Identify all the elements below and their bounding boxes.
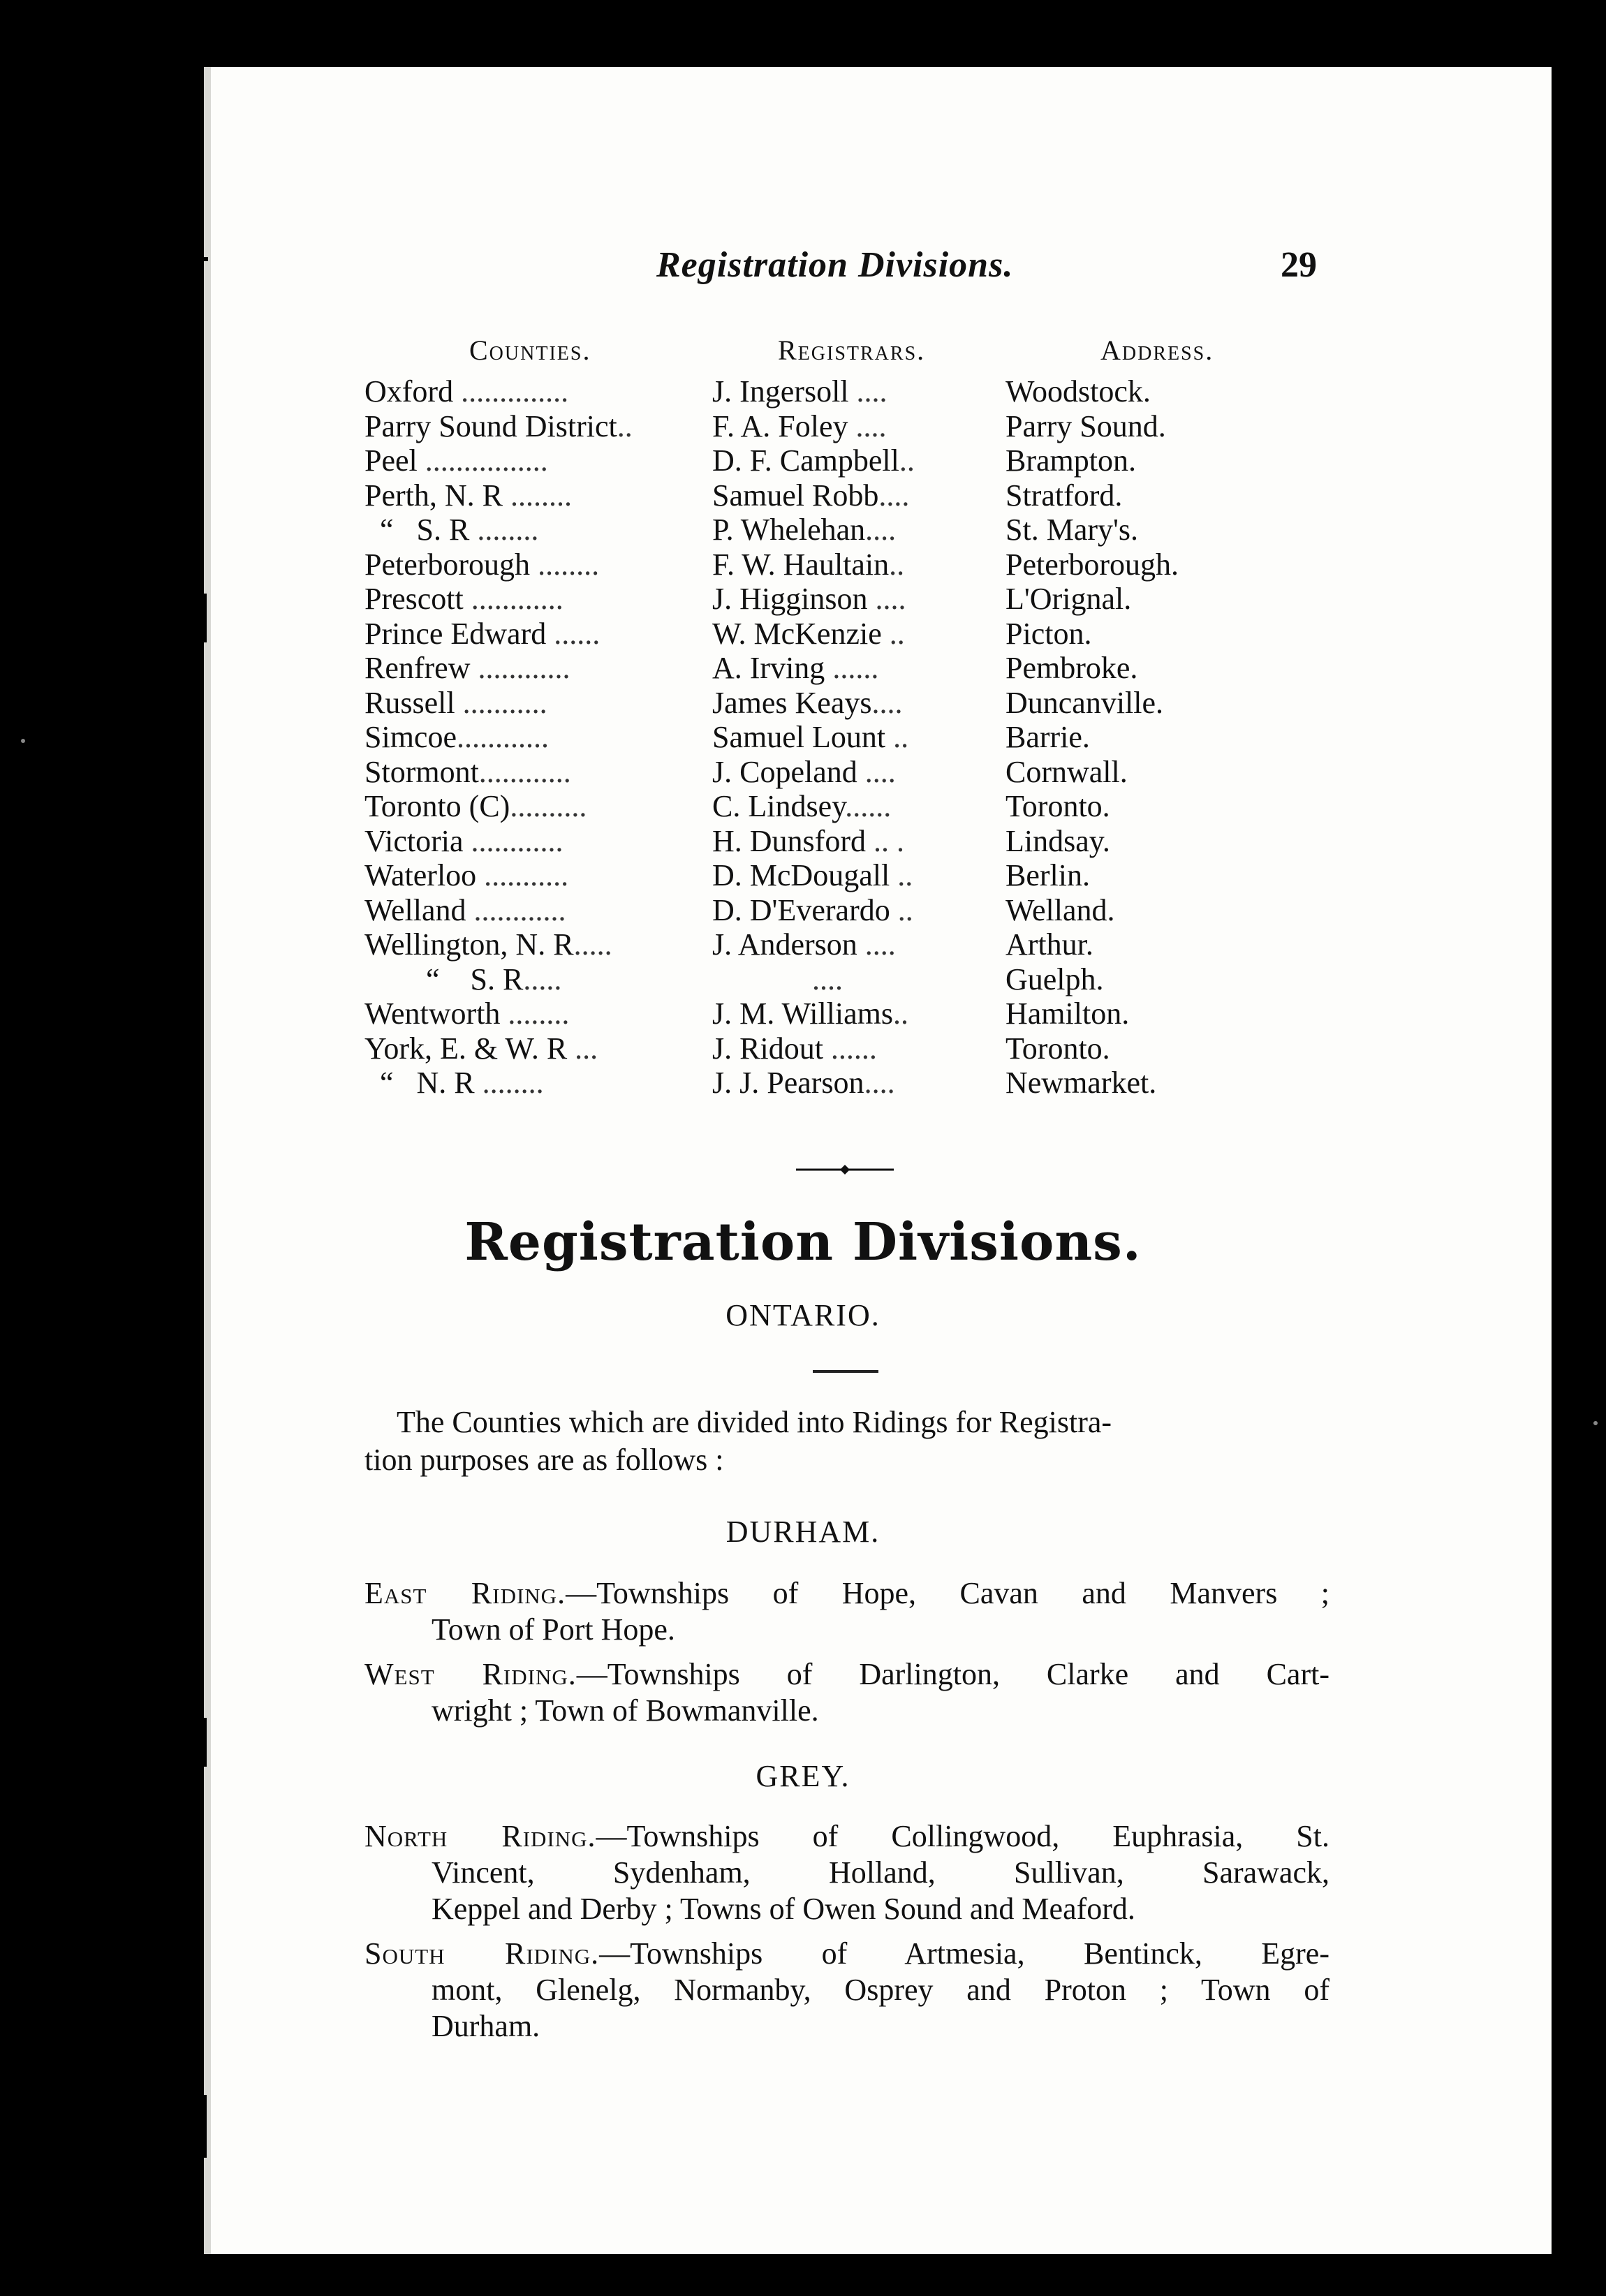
county-cell <box>364 651 712 686</box>
address-cell-address: Guelph. <box>1005 962 1104 996</box>
address-cell <box>1005 547 1299 582</box>
registrar-cell-registrar: J. J. Pearson <box>712 1066 864 1100</box>
county-cell-county-dots: ................ <box>417 443 548 478</box>
riding-text: mont, Glenelg, Normanby, Osprey and Proton ; Town of <box>432 1973 1329 2007</box>
registrar-cell <box>712 824 1005 859</box>
address-cell <box>1005 374 1299 409</box>
address-cell <box>1005 893 1299 928</box>
registrar-cell-registrar-dots: .. <box>890 892 913 927</box>
riding-text: wright ; Town of Bowmanville. <box>432 1693 819 1728</box>
county-cell-county-dots: ............ <box>466 892 566 927</box>
registrar-cell <box>712 1066 1005 1101</box>
address-cell-address: Picton. <box>1005 616 1092 651</box>
registrar-cell-registrar: Samuel Robb <box>712 478 879 513</box>
registrar-cell-registrar-dots: .... <box>712 962 843 996</box>
address-cell-address: Lindsay. <box>1005 823 1110 858</box>
county-cell-county-dots: ............ <box>463 582 563 616</box>
county-cell-county: Perth, N. R <box>364 478 503 513</box>
registrar-cell-registrar-dots: .... <box>848 374 887 409</box>
address-cell <box>1005 409 1299 444</box>
county-cell-county-dots: ........ <box>474 1066 544 1100</box>
registrar-cell-registrar: James Keays <box>712 685 872 720</box>
address-cell <box>1005 927 1299 962</box>
county-cell-county-dots: ........ <box>469 513 539 547</box>
registration-row <box>364 513 1299 547</box>
county-cell-county: Simcoe <box>364 720 457 754</box>
registration-row <box>364 824 1299 859</box>
county-cell-county: Wellington, N. R <box>364 927 574 962</box>
registration-row <box>364 1031 1299 1066</box>
county-cell-county-dots: ............ <box>478 754 571 789</box>
county-cell <box>364 824 712 859</box>
riding-entry-north <box>364 1818 1329 1927</box>
address-cell-address: Toronto. <box>1005 1031 1110 1066</box>
county-cell <box>364 927 712 962</box>
county-cell-county: Toronto (C) <box>364 789 510 823</box>
registration-row <box>364 582 1299 617</box>
registrar-cell <box>712 617 1005 652</box>
registrar-cell <box>712 686 1005 721</box>
registration-row <box>364 996 1299 1031</box>
county-cell-county: Peel <box>364 443 418 478</box>
registrar-cell <box>712 478 1005 513</box>
riding-text: Town of Port Hope. <box>432 1612 675 1647</box>
binding-mark <box>200 594 207 642</box>
registrar-cell-registrar-dots: .. <box>885 720 909 754</box>
binding-mark <box>197 2095 207 2158</box>
address-cell-address: Arthur. <box>1005 927 1093 962</box>
registration-row <box>364 374 1299 409</box>
registrar-cell-registrar-dots: .... <box>848 409 887 443</box>
registrar-cell <box>712 893 1005 928</box>
county-cell <box>364 547 712 582</box>
address-cell-address: Hamilton. <box>1005 996 1130 1031</box>
county-cell <box>364 582 712 617</box>
section-title: Registration Divisions. <box>464 1212 1142 1272</box>
scan-speck <box>1593 1421 1598 1425</box>
riding-text: —Townships of Hope, Cavan and Manvers ; <box>566 1576 1330 1610</box>
county-cell-county: Peterborough <box>364 547 531 582</box>
county-cell-county-dots: ..... <box>573 927 612 962</box>
county-cell <box>364 443 712 478</box>
county-heading-durham: DURHAM. <box>725 1515 881 1549</box>
registrar-cell-registrar: F. A. Foley <box>712 409 848 443</box>
address-cell-address: Stratford. <box>1005 478 1123 513</box>
address-cell-address: Peterborough. <box>1005 547 1179 582</box>
address-cell <box>1005 443 1299 478</box>
registrar-cell-registrar: D. D'Everardo <box>712 892 890 927</box>
registrar-cell-registrar-dots: .... <box>864 1066 895 1100</box>
registrar-cell <box>712 1031 1005 1066</box>
address-cell-address: Duncanville. <box>1005 685 1164 720</box>
registrar-cell-registrar-dots: .... <box>865 513 897 547</box>
address-cell-address: Woodstock. <box>1005 374 1151 409</box>
county-heading-grey: GREY. <box>756 1759 850 1793</box>
intro-line: tion purposes are as follows : <box>364 1443 724 1477</box>
address-cell <box>1005 755 1299 790</box>
address-cell <box>1005 962 1299 997</box>
page-number: 29 <box>1281 245 1317 285</box>
riding-label: South Riding. <box>364 1936 600 1971</box>
registration-row <box>364 927 1299 962</box>
address-cell <box>1005 686 1299 721</box>
county-cell <box>364 755 712 790</box>
address-cell-address: L'Orignal. <box>1005 582 1132 616</box>
address-cell-address: Cornwall. <box>1005 754 1128 789</box>
registration-row <box>364 1066 1299 1101</box>
county-cell-county: York, E. & W. R <box>364 1031 568 1066</box>
registrar-cell <box>712 513 1005 547</box>
registrar-cell-registrar: C. Lindsey <box>712 789 846 823</box>
registrar-cell <box>712 547 1005 582</box>
page-binding-edge <box>204 67 211 2254</box>
registration-row <box>364 686 1299 721</box>
registrar-cell-registrar: W. McKenzie <box>712 616 882 651</box>
county-cell-county-dots: .......... <box>510 789 587 823</box>
address-cell <box>1005 824 1299 859</box>
intro-line: The Counties which are divided into Ridings for Registra- <box>397 1405 1112 1439</box>
address-cell-address: Berlin. <box>1005 858 1090 892</box>
county-cell-county-dots: ...... <box>546 616 601 651</box>
riding-text: —Townships of Artmesia, Bentinck, Egre- <box>599 1936 1329 1971</box>
riding-entry-west <box>364 1656 1329 1729</box>
riding-label: East Riding. <box>364 1576 566 1610</box>
binding-mark <box>190 237 196 282</box>
county-cell <box>364 962 712 997</box>
registrar-cell-registrar-dots: .... <box>867 582 906 616</box>
riding-text: —Townships of Darlington, Clarke and Cart- <box>576 1657 1329 1691</box>
registrar-cell-registrar: D. McDougall <box>712 858 890 892</box>
county-cell-county: Renfrew <box>364 651 471 685</box>
county-cell-county: Parry Sound District <box>364 409 617 443</box>
registrar-cell <box>712 651 1005 686</box>
county-cell <box>364 513 712 547</box>
county-cell <box>364 374 712 409</box>
registrar-cell-registrar-dots: .. . <box>865 823 904 858</box>
county-cell-county-dots: ... <box>567 1031 598 1066</box>
county-cell-county: “ N. R <box>364 1066 475 1100</box>
county-cell-county: Welland <box>364 892 466 927</box>
address-cell <box>1005 996 1299 1031</box>
registrar-cell <box>712 996 1005 1031</box>
ornamental-divider <box>796 1163 894 1177</box>
riding-text: Keppel and Derby ; Towns of Owen Sound and Meaford. <box>432 1892 1135 1926</box>
county-cell-county-dots: ............ <box>456 720 549 754</box>
county-cell-county-dots: ........... <box>476 858 569 892</box>
address-cell-address: Pembroke. <box>1005 651 1138 685</box>
address-cell-address: Welland. <box>1005 892 1115 927</box>
county-cell-county-dots: ........ <box>503 478 572 513</box>
registrar-cell-registrar-dots: .... <box>871 685 903 720</box>
county-cell-county-dots: ........ <box>500 996 570 1031</box>
address-cell <box>1005 858 1299 893</box>
registrar-cell-registrar: J. Higginson <box>712 582 868 616</box>
registrar-cell-registrar: Samuel Lount <box>712 720 886 754</box>
registrar-cell <box>712 962 1005 997</box>
address-cell <box>1005 651 1299 686</box>
county-cell-county-dots: ........ <box>530 547 600 582</box>
address-cell <box>1005 478 1299 513</box>
county-cell <box>364 996 712 1031</box>
registrar-cell-registrar: D. F. Campbell <box>712 443 899 478</box>
address-cell <box>1005 720 1299 755</box>
address-cell <box>1005 1031 1299 1066</box>
address-cell-address: St. Mary's. <box>1005 513 1139 547</box>
address-cell-address: Parry Sound. <box>1005 409 1166 443</box>
registration-row <box>364 789 1299 824</box>
riding-label: North Riding. <box>364 1819 596 1853</box>
registrar-cell <box>712 374 1005 409</box>
county-cell <box>364 720 712 755</box>
county-cell-county-dots: ..... <box>523 962 562 996</box>
address-cell <box>1005 513 1299 547</box>
county-cell-county-dots: ........... <box>455 685 547 720</box>
county-cell-county-dots: .. <box>617 409 633 443</box>
county-cell-county-dots: .............. <box>453 374 569 409</box>
registrar-cell <box>712 443 1005 478</box>
registrar-cell-registrar: J. M. Williams <box>712 996 893 1031</box>
registrar-cell-registrar-dots: .. <box>889 547 905 582</box>
registrar-cell-registrar: J. Anderson <box>712 927 857 962</box>
county-cell-county-dots: ............ <box>463 823 563 858</box>
riding-text: Durham. <box>432 2009 540 2043</box>
county-cell <box>364 478 712 513</box>
county-cell <box>364 789 712 824</box>
registrar-cell <box>712 755 1005 790</box>
county-cell-county: Prince Edward <box>364 616 547 651</box>
county-cell-county: Waterloo <box>364 858 477 892</box>
registration-row <box>364 858 1299 893</box>
registrar-cell-registrar-dots: .... <box>857 754 896 789</box>
address-cell <box>1005 582 1299 617</box>
running-head: Registration Divisions. <box>656 245 1014 285</box>
column-header-counties: Counties. <box>469 334 591 366</box>
county-cell-county-dots: ............ <box>470 651 570 685</box>
section-subtitle: ONTARIO. <box>725 1298 881 1332</box>
county-cell <box>364 686 712 721</box>
address-cell-address: Barrie. <box>1005 720 1090 754</box>
address-cell-address: Brampton. <box>1005 443 1136 478</box>
registrar-cell-registrar-dots: ...... <box>845 789 892 823</box>
registration-row <box>364 962 1299 997</box>
registrar-cell-registrar-dots: .... <box>878 478 910 513</box>
column-header-registrars: Registrars. <box>778 334 926 366</box>
county-cell <box>364 893 712 928</box>
registrar-cell-registrar: H. Dunsford <box>712 823 866 858</box>
registrar-cell-registrar-dots: ...... <box>823 1031 877 1066</box>
registrar-cell <box>712 858 1005 893</box>
registration-row <box>364 720 1299 755</box>
registration-row <box>364 755 1299 790</box>
registrar-cell-registrar-dots: .... <box>857 927 896 962</box>
riding-label: West Riding. <box>364 1657 577 1691</box>
registration-row <box>364 893 1299 928</box>
riding-entry-east <box>364 1575 1329 1648</box>
registrar-cell-registrar-dots: ...... <box>825 651 879 685</box>
registrations-table <box>364 374 1299 1101</box>
county-cell-county: “ S. R <box>364 962 524 996</box>
registrar-cell-registrar: A. Irving <box>712 651 825 685</box>
registrar-cell-registrar: P. Whelehan <box>712 513 866 547</box>
scan-speck <box>21 739 25 743</box>
county-cell <box>364 1066 712 1101</box>
registration-row <box>364 547 1299 582</box>
registrar-cell-registrar-dots: .. <box>881 616 905 651</box>
registrar-cell <box>712 582 1005 617</box>
county-cell <box>364 617 712 652</box>
registrar-cell-registrar-dots: .. <box>893 996 908 1031</box>
county-cell <box>364 409 712 444</box>
address-cell <box>1005 1066 1299 1101</box>
county-cell-county: Russell <box>364 685 455 720</box>
county-cell-county: Oxford <box>364 374 454 409</box>
address-cell <box>1005 617 1299 652</box>
registrar-cell <box>712 789 1005 824</box>
registrar-cell <box>712 409 1005 444</box>
short-rule <box>813 1370 878 1373</box>
registration-row <box>364 617 1299 652</box>
registrar-cell <box>712 927 1005 962</box>
registration-row <box>364 409 1299 444</box>
riding-entry-south <box>364 1936 1329 2045</box>
registration-row <box>364 443 1299 478</box>
registrar-cell-registrar: J. Ridout <box>712 1031 823 1066</box>
county-cell-county: Victoria <box>364 823 464 858</box>
riding-text: Vincent, Sydenham, Holland, Sullivan, Sarawack, <box>432 1855 1329 1890</box>
registrar-cell <box>712 720 1005 755</box>
county-cell-county: “ S. R <box>364 513 470 547</box>
registrar-cell-registrar-dots: .. <box>890 858 913 892</box>
address-cell-address: Newmarket. <box>1005 1066 1157 1100</box>
registration-row <box>364 651 1299 686</box>
address-cell <box>1005 789 1299 824</box>
registration-row <box>364 478 1299 513</box>
county-cell-county: Stormont <box>364 754 479 789</box>
county-cell-county: Prescott <box>364 582 464 616</box>
registrar-cell-registrar-dots: .. <box>899 443 915 478</box>
riding-text: —Townships of Collingwood, Euphrasia, St. <box>596 1819 1329 1853</box>
column-header-address: Address. <box>1100 334 1214 366</box>
registrar-cell-registrar: J. Ingersoll <box>712 374 849 409</box>
county-cell <box>364 1031 712 1066</box>
registrar-cell-registrar: J. Copeland <box>712 754 857 789</box>
address-cell-address: Toronto. <box>1005 789 1110 823</box>
intro-paragraph <box>364 1404 1328 1479</box>
registrar-cell-registrar: F. W. Haultain <box>712 547 890 582</box>
county-cell-county: Wentworth <box>364 996 501 1031</box>
county-cell <box>364 858 712 893</box>
